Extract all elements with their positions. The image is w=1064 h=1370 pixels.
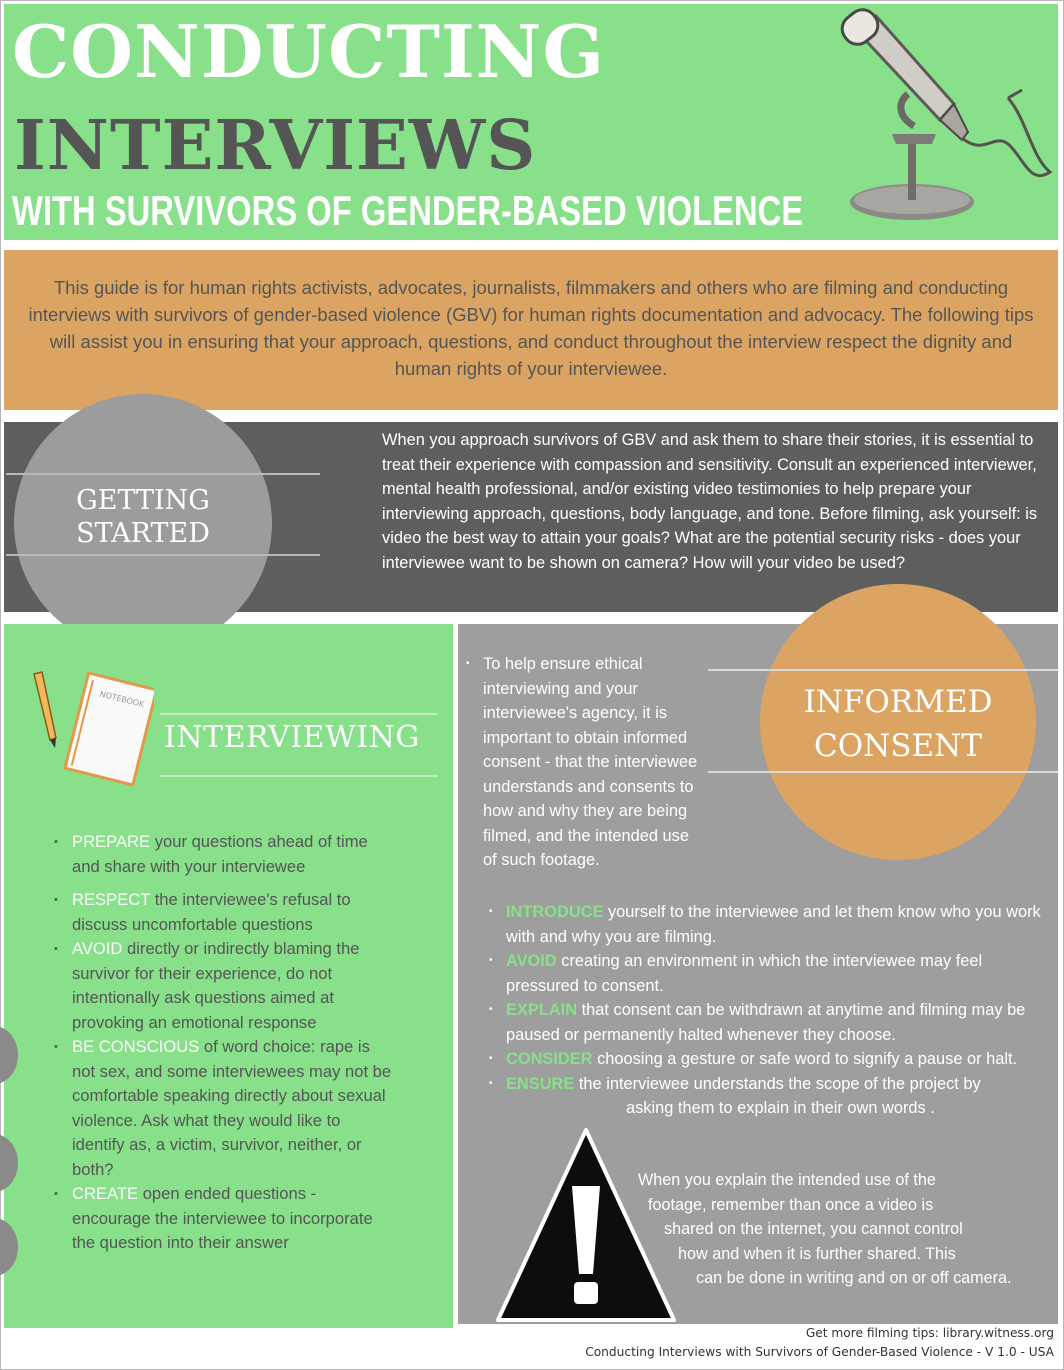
list-item — [488, 900, 1044, 949]
list-item — [488, 949, 1044, 998]
getting-started-text: When you approach survivors of GBV and ask them to share their stories, it is essential to treat their experience with compassion and sensitivity. Consult an experienced interviewer, mental health professional, and/or existing video testimonies to help prepare your interviewing approach, questions, body language, and tone. Before filming, ask yourself: is video the best way to attain your goals? What are the potential security risks - does your interviewee want to be shown on camera? How will your video be used? — [382, 431, 1038, 572]
subtitle: WITH SURVIVORS OF GENDER-BASED VIOLENCE — [12, 187, 804, 234]
tip-text: open ended questions - encourage the interviewee to incorporate the question into their answer — [72, 1184, 373, 1252]
tip-keyword: ENSURE — [506, 1074, 575, 1093]
footer-credit: Conducting Interviews with Survivors of Gender-Based Violence - V 1.0 - USA — [585, 1345, 1054, 1359]
notebook-icon — [30, 668, 154, 800]
list-item — [488, 998, 1044, 1047]
tip-keyword: PREPARE — [72, 832, 151, 851]
warning-note — [600, 1168, 1040, 1291]
consent-tips — [488, 900, 1044, 1121]
intro-band — [4, 250, 1058, 410]
list-item: • To help ensure ethical interviewing and your interviewee's agency, it is important to obtain informed consent - that the interviewee understands and consents to how and why they are being filmed, and the intended use of such footage. — [466, 652, 706, 873]
tip-keyword: AVOID — [72, 939, 123, 958]
tip-text: of word choice: rape is not sex, and some interviewees may not be comfortable speaking directly about sexual violence. Ask what they would like to identify as, a victim, survivor, neither, or both? — [72, 1037, 392, 1179]
tip-text: your questions ahead of time and share with your interviewee — [72, 832, 368, 876]
interviewing-heading: INTERVIEWING — [164, 720, 420, 755]
list-item — [52, 1182, 392, 1256]
list-item — [52, 830, 392, 879]
title-line-conducting: CONDUCTING — [12, 9, 605, 94]
informed-consent-heading: INFORMED CONSENT — [803, 684, 993, 764]
pencil-icon — [34, 672, 56, 748]
tip-text: yourself to the interviewee and let them know who you work with and why you are filming. — [506, 903, 1041, 946]
tip-text: that consent can be withdrawn at anytime and filming may be paused or permanently halted whenever they choose. — [506, 1001, 1026, 1044]
warning-line: footage, remember than once a video is — [648, 1195, 934, 1214]
consent-intro — [466, 652, 706, 873]
warning-line: When you explain the intended use of the — [638, 1171, 936, 1189]
warning-line: how and when it is further shared. This — [678, 1244, 956, 1263]
tip-text: directly or indirectly blaming the survivor for their experience, do not intentionally ask questions aimed at provoking an emotional response — [72, 939, 360, 1032]
microphone-icon — [836, 8, 1054, 222]
tip-keyword: BE CONSCIOUS — [72, 1037, 200, 1056]
tip-text: the interviewee understands the scope of the project by — [574, 1074, 981, 1093]
tip-text: creating an environment in which the interviewee may feel pressured to consent. — [506, 952, 983, 995]
svg-text:NOTEBOOK: NOTEBOOK — [98, 689, 146, 710]
title-banner — [4, 4, 1058, 240]
getting-started-heading: GETTING STARTED — [76, 485, 210, 549]
tip-text-continuation: asking them to explain in their own words . — [626, 1099, 935, 1117]
divider-rule — [160, 713, 438, 715]
divider-rule — [708, 771, 1058, 773]
list-item — [488, 1072, 1044, 1121]
tip-keyword: CONSIDER — [506, 1050, 593, 1068]
warning-line: shared on the internet, you cannot control — [664, 1220, 963, 1238]
divider-rule — [708, 669, 1058, 671]
warning-line: can be done in writing and on or off camera. — [696, 1269, 1012, 1287]
intro-text: This guide is for human rights activists, advocates, journalists, filmmakers and others who are filming and conducting interviews with survivors of gender-based violence (GBV) for human rights documentation and advocacy. The following tips will assist you in ensuring that your approach, questions, and conduct throughout the interview respect the dignity and human rights of your interviewee. — [28, 277, 1034, 379]
tip-text: the interviewee's refusal to discuss uncomfortable questions — [72, 890, 351, 934]
tip-keyword: EXPLAIN — [506, 1001, 578, 1019]
divider-rule — [160, 775, 438, 777]
divider-rule — [6, 473, 320, 475]
interviewing-tips — [52, 830, 392, 1265]
divider-rule — [6, 554, 320, 556]
tip-keyword: RESPECT — [72, 890, 151, 909]
list-item — [488, 1047, 1044, 1072]
tip-keyword: CREATE — [72, 1184, 139, 1203]
list-item — [52, 937, 392, 1035]
tip-keyword: AVOID — [506, 952, 557, 970]
title-line-interviews: INTERVIEWS — [14, 106, 537, 186]
list-item — [52, 888, 392, 937]
list-item — [52, 1035, 392, 1182]
tip-keyword: INTRODUCE — [506, 903, 604, 921]
tip-text: choosing a gesture or safe word to signify a pause or halt. — [592, 1050, 1018, 1068]
footer-link[interactable]: Get more filming tips: library.witness.org — [805, 1326, 1054, 1340]
